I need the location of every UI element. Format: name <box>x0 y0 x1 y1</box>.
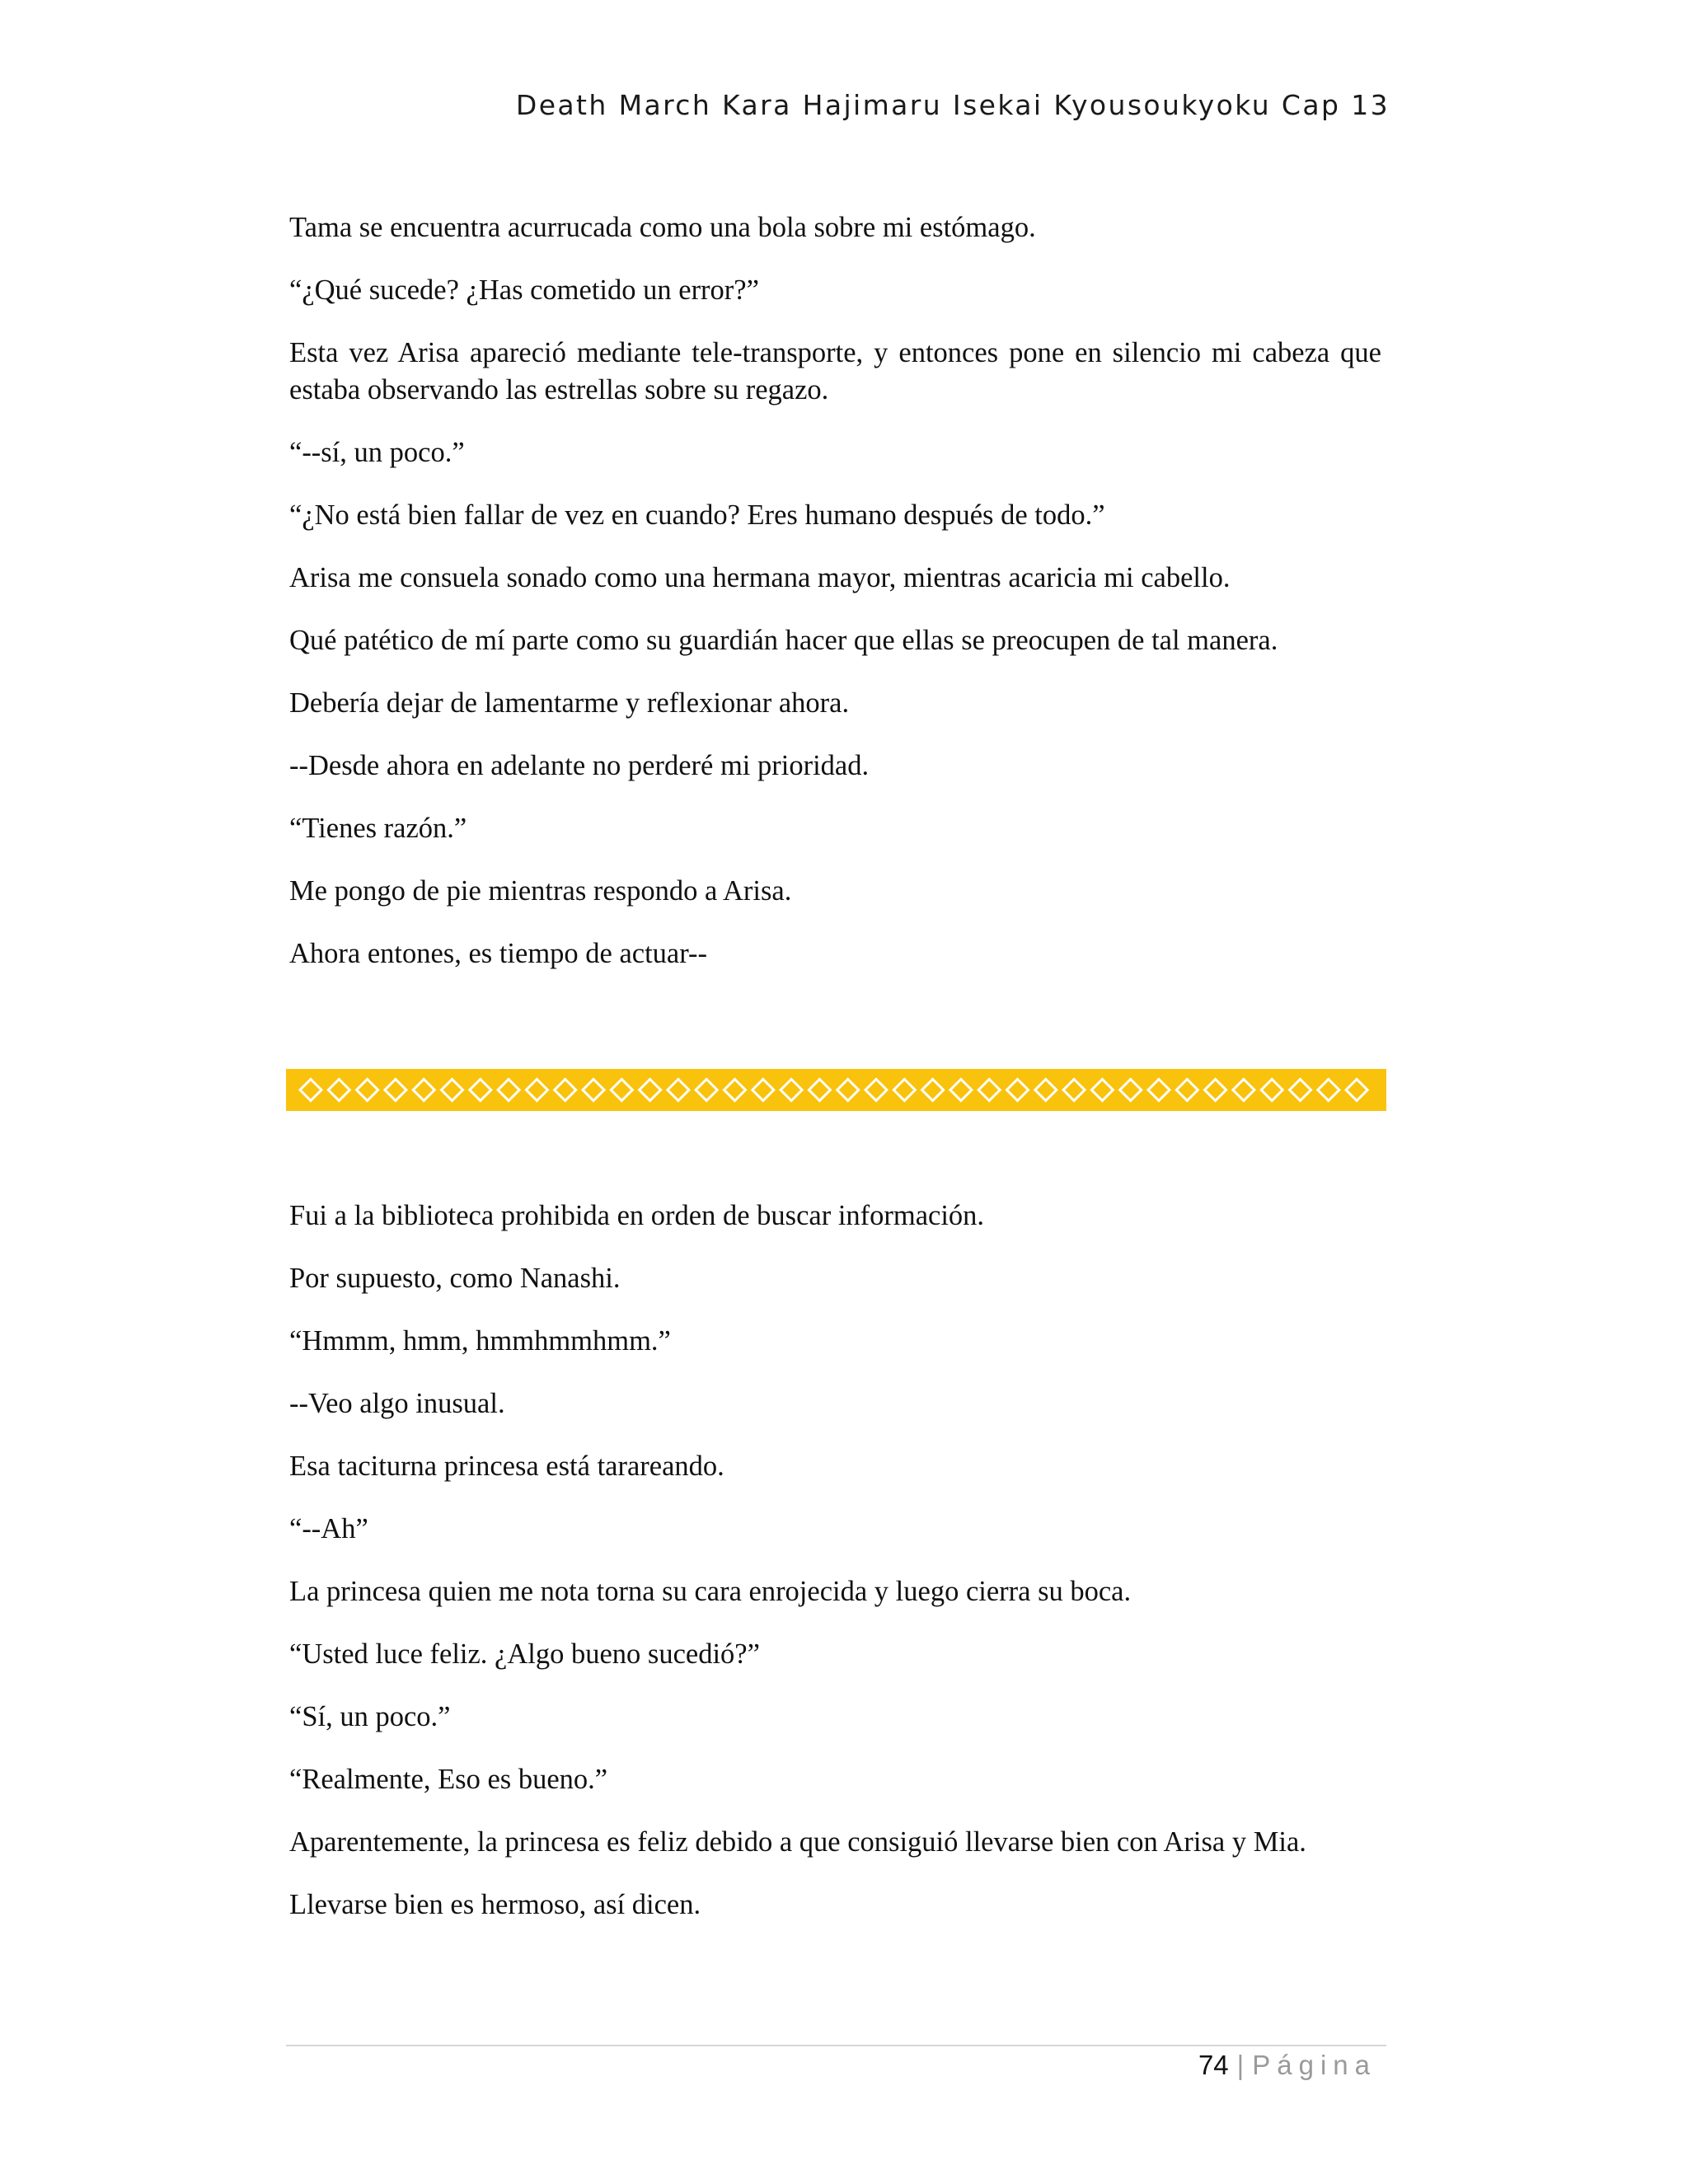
diamond-outline-icon <box>611 1080 632 1101</box>
diamond-outline-icon <box>837 1080 859 1101</box>
diamond-outline-icon <box>640 1080 661 1101</box>
diamond-outline-icon <box>724 1080 746 1101</box>
diamond-outline-icon <box>696 1080 717 1101</box>
paragraph: Arisa me consuela sonado como una hermana mayor, mientras acaricia mi cabello. <box>289 562 1231 593</box>
diamond-outline-icon <box>781 1080 802 1101</box>
diamond-outline-icon <box>1346 1080 1367 1101</box>
text-block-1 <box>289 209 1381 998</box>
paragraph: “Tienes razón.” <box>289 813 467 844</box>
paragraph: La princesa quien me nota torna su cara enrojecida y luego cierra su boca. <box>289 1576 1132 1607</box>
diamond-outline-icon <box>498 1080 519 1101</box>
diamond-outline-icon <box>413 1080 434 1101</box>
paragraph: Esta vez Arisa apareció mediante tele-transporte, y entonces pone en silencio mi cabeza que estaba observando las estrellas sobre su regazo. <box>289 337 1381 405</box>
diamond-outline-icon <box>1290 1080 1311 1101</box>
paragraph: Esa taciturna princesa está tarareando. <box>289 1451 724 1482</box>
diamond-outline-icon <box>1063 1080 1085 1101</box>
diamond-outline-icon <box>809 1080 830 1101</box>
paragraph: Tama se encuentra acurrucada como una bola sobre mi estómago. <box>289 212 1036 243</box>
diamond-outline-icon <box>1318 1080 1339 1101</box>
diamond-outline-icon <box>1120 1080 1142 1101</box>
paragraph: “--sí, un poco.” <box>289 437 465 468</box>
diamond-outline-icon <box>1261 1080 1282 1101</box>
diamond-outline-icon <box>1176 1080 1198 1101</box>
paragraph: “Hmmm, hmm, hmmhmmhmm.” <box>289 1325 671 1357</box>
paragraph: Fui a la biblioteca prohibida en orden de buscar información. <box>289 1200 985 1231</box>
page-number: 74 <box>1198 2050 1229 2080</box>
diamond-outline-icon <box>922 1080 944 1101</box>
diamond-outline-icon <box>555 1080 576 1101</box>
diamond-outline-icon <box>865 1080 887 1101</box>
diamond-outline-icon <box>668 1080 689 1101</box>
paragraph: Ahora entones, es tiempo de actuar-- <box>289 938 708 969</box>
paragraph: “¿No está bien fallar de vez en cuando? Eres humano después de todo.” <box>289 499 1105 531</box>
diamond-outline-icon <box>385 1080 406 1101</box>
diamond-outline-icon <box>442 1080 463 1101</box>
paragraph: Me pongo de pie mientras respondo a Arisa. <box>289 875 792 907</box>
text-block-2 <box>289 1197 1381 1949</box>
running-header: Death March Kara Hajimaru Isekai Kyousoukyoku Cap 13 <box>515 89 1390 121</box>
diamond-outline-icon <box>470 1080 491 1101</box>
diamond-outline-icon <box>526 1080 547 1101</box>
page-label: Página <box>1252 2050 1376 2080</box>
paragraph: --Veo algo inusual. <box>289 1388 505 1419</box>
diamond-outline-icon <box>978 1080 1000 1101</box>
paragraph: “Realmente, Eso es bueno.” <box>289 1764 608 1795</box>
diamond-outline-icon <box>950 1080 972 1101</box>
diamond-outline-icon <box>300 1080 321 1101</box>
paragraph: “Usted luce feliz. ¿Algo bueno sucedió?” <box>289 1638 760 1670</box>
footer-separator: | <box>1236 2050 1245 2080</box>
paragraph: “Sí, un poco.” <box>289 1701 451 1732</box>
paragraph: “--Ah” <box>289 1513 368 1544</box>
diamond-outline-icon <box>1091 1080 1113 1101</box>
paragraph: “¿Qué sucede? ¿Has cometido un error?” <box>289 274 759 306</box>
diamond-outline-icon <box>1007 1080 1029 1101</box>
diamond-outline-icon <box>328 1080 349 1101</box>
footer-divider <box>286 2045 1386 2046</box>
paragraph: Debería dejar de lamentarme y reflexionar ahora. <box>289 687 850 719</box>
paragraph: Aparentemente, la princesa es feliz debido a que consiguió llevarse bien con Arisa y Mia. <box>289 1826 1306 1858</box>
diamond-outline-icon <box>1205 1080 1226 1101</box>
diamond-outline-icon <box>1035 1080 1057 1101</box>
paragraph: Por supuesto, como Nanashi. <box>289 1263 621 1294</box>
diamond-outline-icon <box>753 1080 774 1101</box>
paragraph: Qué patético de mí parte como su guardián hacer que ellas se preocupen de tal manera. <box>289 625 1278 656</box>
diamond-outline-icon <box>1233 1080 1254 1101</box>
section-separator <box>286 1069 1386 1111</box>
diamond-outline-icon <box>893 1080 915 1101</box>
page-footer <box>1198 2050 1376 2081</box>
paragraph: --Desde ahora en adelante no perderé mi prioridad. <box>289 750 870 781</box>
diamond-outline-icon <box>1148 1080 1170 1101</box>
diamond-outline-icon <box>583 1080 604 1101</box>
diamond-pattern <box>286 1069 1386 1111</box>
paragraph: Llevarse bien es hermoso, así dicen. <box>289 1889 701 1920</box>
diamond-outline-icon <box>357 1080 378 1101</box>
